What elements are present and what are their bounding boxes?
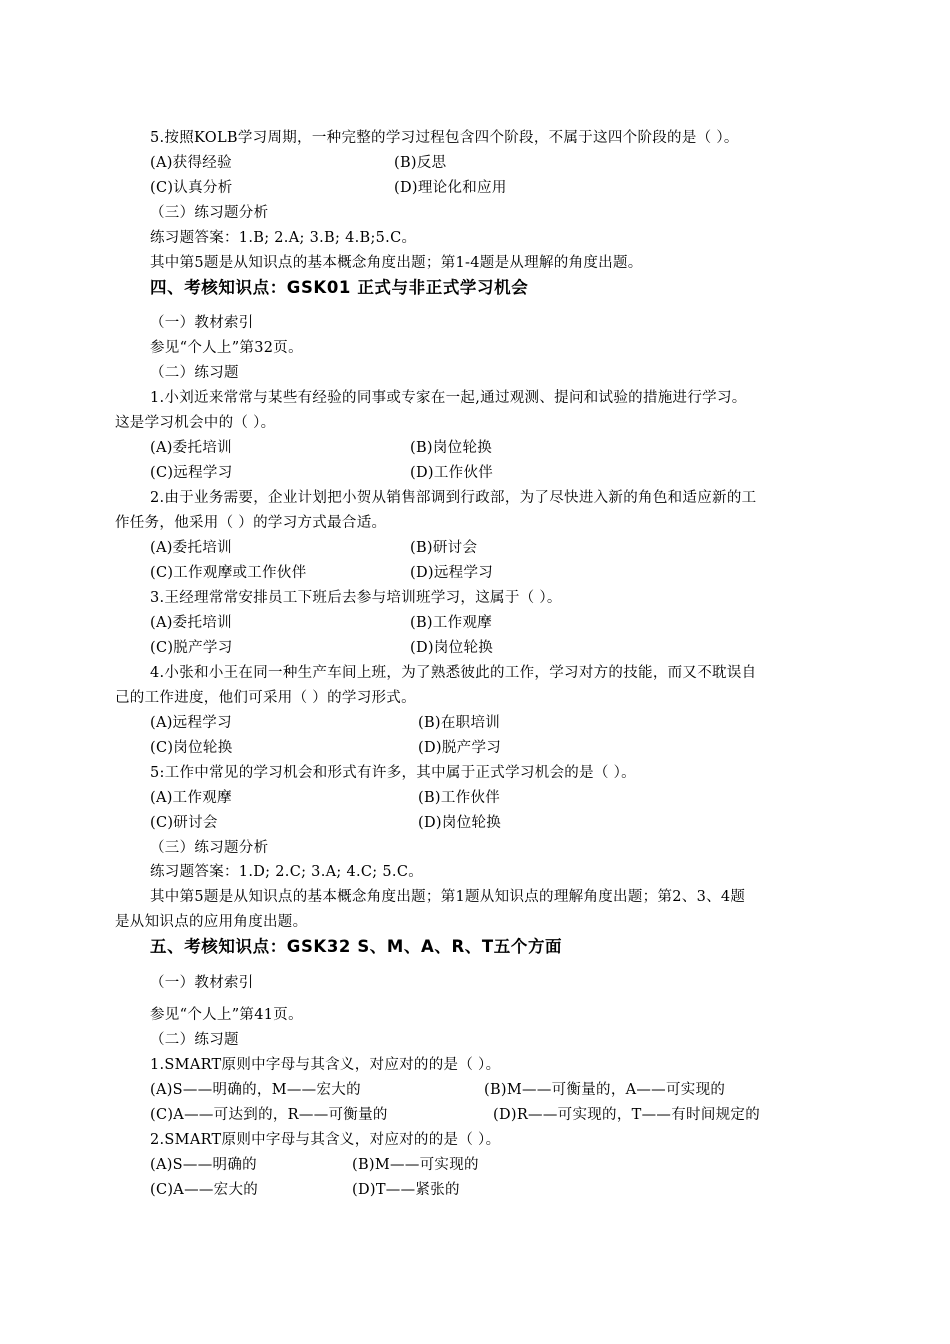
option-b: (B)研讨会 bbox=[410, 540, 478, 556]
option-c: (C)脱产学习 bbox=[150, 640, 233, 656]
option-b: (B)工作观摩 bbox=[410, 615, 493, 631]
index-heading: （一）教材索引 bbox=[150, 975, 254, 991]
question-1: 1.小刘近来常常与某些有经验的同事或专家在一起,通过观测、提问和试验的措施进行学习。 bbox=[150, 390, 747, 406]
question-5: 5.按照KOLB学习周期，一种完整的学习过程包含四个阶段，不属于这四个阶段的是（ ）。 bbox=[150, 130, 739, 146]
option-d: (D)脱产学习 bbox=[418, 740, 502, 756]
question-2: 2.SMART原则中字母与其含义，对应对的的是（ ）。 bbox=[150, 1132, 501, 1148]
option-c: (C)A——可达到的，R——可衡量的 bbox=[150, 1107, 388, 1123]
section-5-title: 五、考核知识点：GSK32 S、M、A、R、T五个方面 bbox=[150, 937, 563, 956]
option-a: (A)委托培训 bbox=[150, 540, 232, 556]
option-d: (D)岗位轮换 bbox=[410, 640, 494, 656]
practice-heading: （二）练习题 bbox=[150, 1032, 239, 1048]
option-d: (D)R——可实现的，T——有时间规定的 bbox=[493, 1107, 761, 1123]
option-a: (A)委托培训 bbox=[150, 440, 232, 456]
option-d: (D)远程学习 bbox=[410, 565, 494, 581]
analysis-note: 其中第5题是从知识点的基本概念角度出题；第1-4题是从理解的角度出题。 bbox=[150, 255, 643, 271]
option-a: (A)工作观摩 bbox=[150, 790, 232, 806]
option-d: (D)工作伙伴 bbox=[410, 465, 494, 481]
option-c: (C)岗位轮换 bbox=[150, 740, 233, 756]
option-a: (A)S——明确的 bbox=[150, 1157, 257, 1173]
option-a: (A)S——明确的，M——宏大的 bbox=[150, 1082, 361, 1098]
analysis-note: 其中第5题是从知识点的基本概念角度出题；第1题从知识点的理解角度出题；第2、3、4题 bbox=[150, 889, 746, 905]
option-a: (A)委托培训 bbox=[150, 615, 232, 631]
option-a: (A)远程学习 bbox=[150, 715, 232, 731]
option-b: (B)反思 bbox=[394, 155, 447, 171]
index-reference: 参见“个人上”第41页。 bbox=[150, 1007, 303, 1023]
option-d: (D)岗位轮换 bbox=[418, 815, 502, 831]
question-1: 1.SMART原则中字母与其含义，对应对的的是（ ）。 bbox=[150, 1057, 501, 1073]
question-4: 4.小张和小王在同一种生产车间上班，为了熟悉彼此的工作，学习对方的技能，而又不耽误自 bbox=[150, 665, 757, 681]
question-3: 3.王经理常常安排员工下班后去参与培训班学习，这属于（ ）。 bbox=[150, 590, 562, 606]
option-b: (B)工作伙伴 bbox=[418, 790, 501, 806]
option-d: (D)理论化和应用 bbox=[394, 180, 507, 196]
option-b: (B)在职培训 bbox=[418, 715, 501, 731]
option-c: (C)认真分析 bbox=[150, 180, 233, 196]
analysis-heading: （三）练习题分析 bbox=[150, 205, 269, 221]
index-heading: （一）教材索引 bbox=[150, 315, 254, 331]
option-c: (C)研讨会 bbox=[150, 815, 218, 831]
option-b: (B)岗位轮换 bbox=[410, 440, 493, 456]
question-4-cont: 己的工作进度，他们可采用（ ）的学习形式。 bbox=[115, 690, 416, 706]
option-c: (C)A——宏大的 bbox=[150, 1182, 259, 1198]
question-1-cont: 这是学习机会中的（ ）。 bbox=[115, 415, 276, 431]
option-c: (C)远程学习 bbox=[150, 465, 233, 481]
practice-heading: （二）练习题 bbox=[150, 365, 239, 381]
question-2: 2.由于业务需要，企业计划把小贺从销售部调到行政部，为了尽快进入新的角色和适应新的工 bbox=[150, 490, 757, 506]
option-b: (B)M——可衡量的，A——可实现的 bbox=[484, 1082, 726, 1098]
option-a: (A)获得经验 bbox=[150, 155, 232, 171]
index-reference: 参见“个人上”第32页。 bbox=[150, 340, 303, 356]
answers: 练习题答案：1.D; 2.C; 3.A; 4.C; 5.C。 bbox=[150, 864, 424, 880]
option-b: (B)M——可实现的 bbox=[352, 1157, 479, 1173]
question-5: 5:工作中常见的学习机会和形式有许多，其中属于正式学习机会的是（ ）。 bbox=[150, 765, 636, 781]
answers: 练习题答案：1.B; 2.A; 3.B; 4.B;5.C。 bbox=[150, 230, 417, 246]
section-4-title: 四、考核知识点：GSK01 正式与非正式学习机会 bbox=[150, 278, 529, 297]
analysis-note-cont: 是从知识点的应用角度出题。 bbox=[115, 914, 308, 930]
question-2-cont: 作任务，他采用（ ）的学习方式最合适。 bbox=[115, 515, 387, 531]
option-d: (D)T——紧张的 bbox=[352, 1182, 460, 1198]
analysis-heading: （三）练习题分析 bbox=[150, 840, 269, 856]
option-c: (C)工作观摩或工作伙伴 bbox=[150, 565, 307, 581]
